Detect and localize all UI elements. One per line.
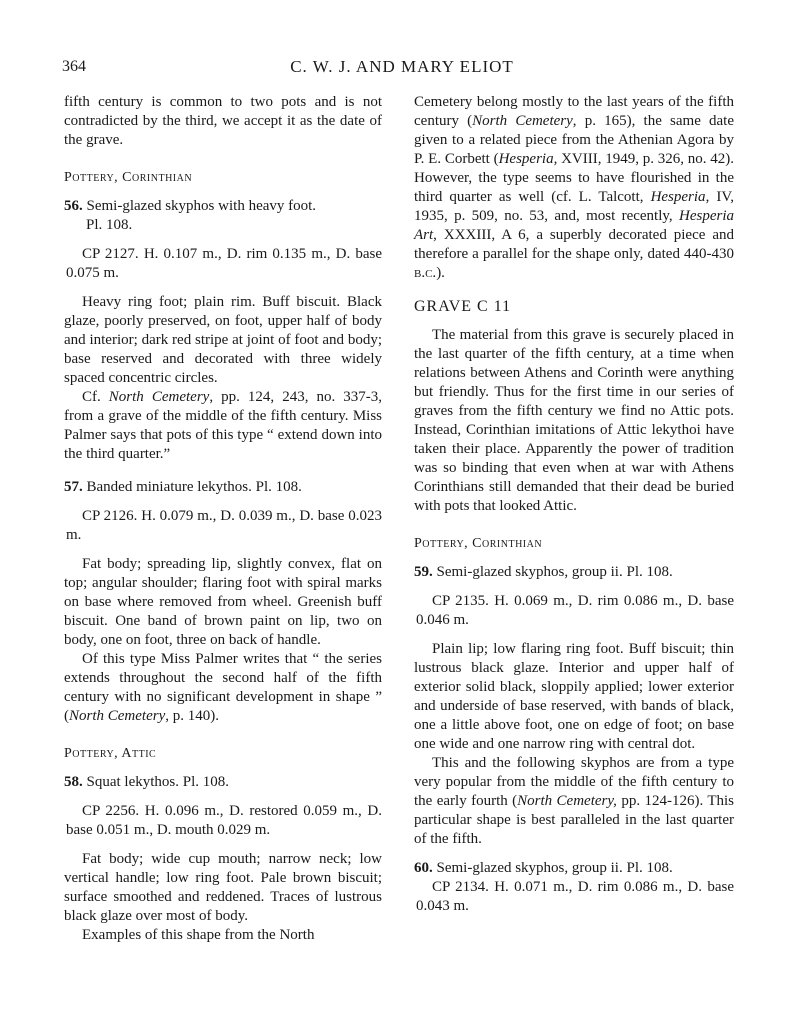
text-span: XVIII, 1949, p. 326, no. 42). However, the type seems to have flourished in the third quarter as well (cf. L. Talcott, xyxy=(414,151,734,205)
entry-57-measurements xyxy=(64,507,382,545)
text-span: , p. 140). xyxy=(165,708,219,724)
entry-58-measurements xyxy=(64,802,382,840)
text-span: Cf. xyxy=(82,389,109,405)
entry-title: Semi-glazed skyphos with heavy foot. xyxy=(86,198,317,214)
citation-title: Hesperia, xyxy=(498,151,558,167)
text-span: ). xyxy=(436,265,445,281)
running-head xyxy=(62,57,742,79)
grave-heading: GRAVE C 11 xyxy=(414,298,512,315)
measurements-text: CP 2256. H. 0.096 m., D. restored 0.059 m., D. base 0.051 m., D. mouth 0.029 m. xyxy=(66,803,382,838)
entry-58-heading xyxy=(64,773,382,792)
entry-number: 59. xyxy=(414,564,433,580)
text-span: Of this type Miss Palmer writes that “ the series extends throughout the second half of the fifth century with no significant development in shape ” ( xyxy=(64,651,382,724)
citation-title: North Cemetery, xyxy=(517,793,617,809)
entry-title: Semi-glazed skyphos, group ii. Pl. 108. xyxy=(436,564,673,580)
citation-title: North Cemetery xyxy=(69,708,166,724)
citation-title: Hesperia xyxy=(650,189,706,205)
intro-paragraph: fifth century is common to two pots and is not contradicted by the third, we accept it as the date of the grave. xyxy=(64,94,382,148)
section-heading-pottery-corinthian-2: Pottery, Corinthian xyxy=(414,536,543,551)
citation-title: Hesperia Art xyxy=(414,208,734,243)
entry-59-heading xyxy=(414,563,734,582)
entry-title: Banded miniature lekythos. Pl. 108. xyxy=(86,479,302,495)
text-span: , p. 165), the same date given to a related piece from the Athenian Agora by P. E. Corbett ( xyxy=(414,113,734,167)
left-column xyxy=(64,93,382,945)
text-span: , IV, 1935, p. 509, no. 53, and, most recently, xyxy=(414,189,734,224)
entry-59-note xyxy=(414,754,734,849)
running-title: C. W. J. AND MARY ELIOT xyxy=(290,57,514,76)
entry-number: 60. xyxy=(414,860,433,876)
entry-57-description: Fat body; spreading lip, slightly convex, flat on top; angular shoulder; flaring foot with spiral marks on base where removed from wheel. Greenish buff biscuit. One band of brown paint on lip, two on body, one on foot, three on back of handle. xyxy=(64,556,382,648)
entry-56-measurements xyxy=(64,245,382,283)
entry-56-comparison xyxy=(64,388,382,464)
measurements-text: CP 2126. H. 0.079 m., D. 0.039 m., D. base 0.023 m. xyxy=(66,508,382,543)
measurements-text: CP 2134. H. 0.071 m., D. rim 0.086 m., D. base 0.043 m. xyxy=(416,879,734,914)
entry-57-heading xyxy=(64,478,382,497)
entry-number: 58. xyxy=(64,774,83,790)
text-span: , pp. 124, 243, no. 337-3, from a grave of the middle of the fifth century. Miss Palmer says that pots of this type “ extend down into the third quarter.” xyxy=(64,389,383,462)
section-heading-pottery-corinthian: Pottery, Corinthian xyxy=(64,170,193,185)
entry-59-description: Plain lip; low flaring ring foot. Buff biscuit; thin lustrous black glaze. Interior and upper half of exterior solid black, sloppily applied; lower exterior and underside of base reserved, with bands of black, one a little above foot, one on edge of foot; on base one wide and one narrow ring with central dot. xyxy=(414,641,734,752)
continued-paragraph xyxy=(414,93,734,283)
text-span: This and the following skyphos are from a type very popular from the middle of the fifth century to the early fourth ( xyxy=(414,755,734,809)
measurements-text: CP 2127. H. 0.107 m., D. rim 0.135 m., D. base 0.075 m. xyxy=(66,246,382,281)
citation-title: North Cemetery xyxy=(472,113,573,129)
right-column xyxy=(414,93,734,916)
entry-title: Squat lekythos. Pl. 108. xyxy=(86,774,230,790)
grave-paragraph: The material from this grave is securely placed in the last quarter of the fifth century, at a time when relations between Athens and Corinth were anything but friendly. Thus for the first time in our series of graves from the fifth century we find no Attic pots. Instead, Corinthian imitations of Attic lekythoi have taken their place. Apparently the power of tradition was so binding that even when at war with Athens Corinthians still demanded that their dead be buried with pots that looked Attic. xyxy=(414,327,734,514)
era-abbreviation: b.c. xyxy=(414,265,437,281)
text-span: pp. 124-126). This particular shape is best paralleled in the last quarter of the fifth. xyxy=(414,793,734,847)
entry-59-measurements xyxy=(414,592,734,630)
text-span: Cemetery belong mostly to the last years of the fifth century ( xyxy=(414,94,734,129)
citation-title: North Cemetery xyxy=(108,389,210,405)
entry-58-continuation: Examples of this shape from the North xyxy=(82,927,315,943)
page-number: 364 xyxy=(62,58,86,75)
entry-58-description: Fat body; wide cup mouth; narrow neck; low vertical handle; low ring foot. Pale brown biscuit; surface smoothed and reddened. Traces of lustrous black glaze over most of body. xyxy=(64,851,382,924)
section-heading-pottery-attic: Pottery, Attic xyxy=(64,746,157,761)
entry-60-heading xyxy=(414,859,734,878)
entry-56-description: Heavy ring foot; plain rim. Buff biscuit. Black glaze, poorly preserved, on foot, upper half of body and interior; dark red stripe at joint of foot and body; base reserved and decorated with three widely spaced concentric circles. xyxy=(64,294,382,386)
entry-number: 57. xyxy=(64,479,83,495)
plate-reference: Pl. 108. xyxy=(86,217,133,233)
entry-number: 56. xyxy=(64,198,83,214)
entry-60-measurements xyxy=(414,878,734,916)
measurements-text: CP 2135. H. 0.069 m., D. rim 0.086 m., D. base 0.046 m. xyxy=(416,593,734,628)
entry-56-heading xyxy=(64,197,382,235)
entry-title: Semi-glazed skyphos, group ii. Pl. 108. xyxy=(436,860,673,876)
entry-57-note xyxy=(64,650,382,726)
text-span: , XXXIII, A 6, a superbly decorated piece and therefore a parallel for the shape only, dated 440-430 xyxy=(414,227,734,262)
